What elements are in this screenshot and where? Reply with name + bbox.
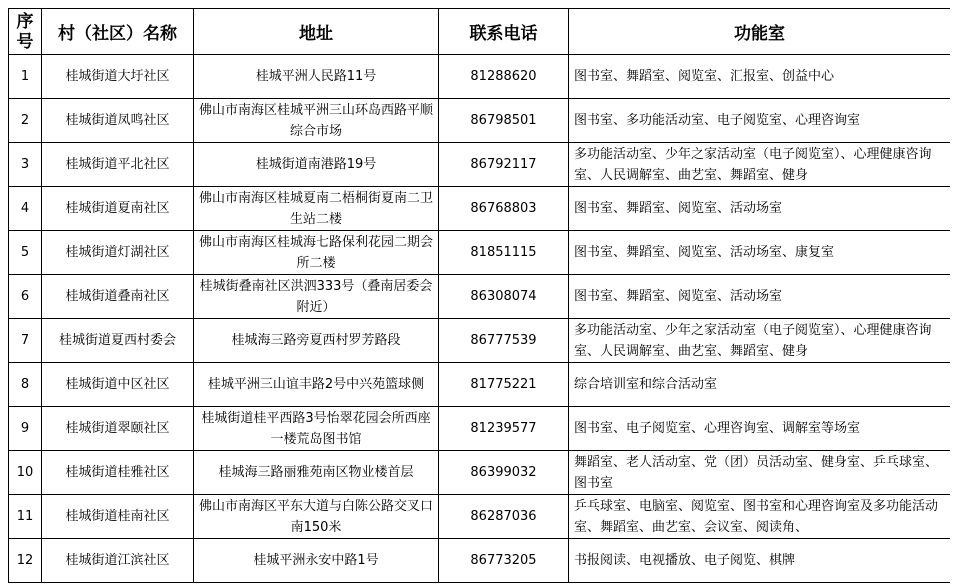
cell-rooms — [569, 451, 951, 495]
cell-rooms — [569, 495, 951, 539]
cell-seq: 11 — [9, 495, 42, 539]
address-text: 桂城街道桂平西路3号怡翠花园会所西座一楼荒岛图书馆 — [201, 410, 431, 447]
cell-seq: 2 — [9, 99, 42, 143]
header-phone: 联系电话 — [439, 9, 569, 55]
address-text: 佛山市南海区平东大道与白陈公路交叉口南150米 — [198, 498, 433, 535]
table-row — [9, 99, 951, 143]
cell-phone: 86773205 — [439, 539, 569, 583]
cell-address — [194, 55, 439, 99]
cell-phone: 86792117 — [439, 143, 569, 187]
cell-name: 桂城街道中区社区 — [42, 363, 194, 407]
cell-phone: 81851115 — [439, 231, 569, 275]
cell-rooms — [569, 143, 951, 187]
table-row — [9, 407, 951, 451]
cell-seq: 9 — [9, 407, 42, 451]
table-row — [9, 143, 951, 187]
cell-seq: 3 — [9, 143, 42, 187]
table-row — [9, 231, 951, 275]
cell-phone: 81288620 — [439, 55, 569, 99]
address-text: 佛山市南海区桂城夏南二梧桐街夏南二卫生站二楼 — [198, 190, 433, 227]
rooms-text: 舞蹈室、老人活动室、党（团）员活动室、健身室、乒乓球室、图书室 — [574, 454, 939, 491]
cell-name: 桂城街道大圩社区 — [42, 55, 194, 99]
cell-address — [194, 99, 439, 143]
rooms-text: 图书室、舞蹈室、阅览室、汇报室、创益中心 — [574, 69, 835, 84]
rooms-text: 乒乓球室、电脑室、阅览室、图书室和心理咨询室及多功能活动室、舞蹈室、曲艺室、会议室、阅读角、 — [574, 498, 939, 535]
table-row — [9, 539, 951, 583]
rooms-text: 图书室、电子阅览室、心理咨询室、调解室等场室 — [574, 421, 861, 436]
cell-name: 桂城街道夏西村委会 — [42, 319, 194, 363]
cell-seq: 8 — [9, 363, 42, 407]
header-name: 村（社区）名称 — [42, 9, 194, 55]
cell-seq: 10 — [9, 451, 42, 495]
community-table — [8, 8, 950, 583]
rooms-text: 图书室、舞蹈室、阅览室、活动场室 — [574, 289, 783, 304]
cell-phone: 86798501 — [439, 99, 569, 143]
address-text: 桂城街道南港路19号 — [255, 157, 377, 172]
header-row — [9, 9, 951, 55]
address-text: 桂城海三路旁夏西村罗芳路段 — [231, 333, 401, 348]
cell-name: 桂城街道叠南社区 — [42, 275, 194, 319]
cell-rooms — [569, 275, 951, 319]
table-row — [9, 319, 951, 363]
cell-name: 桂城街道平北社区 — [42, 143, 194, 187]
table-row — [9, 363, 951, 407]
cell-rooms — [569, 363, 951, 407]
header-address: 地址 — [194, 9, 439, 55]
table-row — [9, 55, 951, 99]
address-text: 桂城平洲三山谊丰路2号中兴苑篮球侧 — [207, 377, 425, 392]
rooms-text: 书报阅读、电视播放、电子阅览、棋牌 — [574, 553, 796, 568]
address-text: 佛山市南海区桂城海七路保利花园二期会所二楼 — [198, 234, 433, 271]
cell-phone: 86399032 — [439, 451, 569, 495]
rooms-text: 图书室、舞蹈室、阅览室、活动场室、康复室 — [574, 245, 835, 260]
cell-seq: 4 — [9, 187, 42, 231]
table-row — [9, 451, 951, 495]
address-text: 桂城平洲人民路11号 — [255, 69, 377, 84]
cell-seq: 1 — [9, 55, 42, 99]
rooms-text: 多功能活动室、少年之家活动室（电子阅览室）、心理健康咨询室、人民调解室、曲艺室、舞蹈室、健身 — [574, 322, 932, 359]
cell-seq: 5 — [9, 231, 42, 275]
address-text: 桂城海三路丽雅苑南区物业楼首层 — [218, 465, 414, 480]
cell-address — [194, 187, 439, 231]
cell-address — [194, 275, 439, 319]
cell-address — [194, 143, 439, 187]
cell-name: 桂城街道江滨社区 — [42, 539, 194, 583]
cell-seq: 12 — [9, 539, 42, 583]
cell-seq: 7 — [9, 319, 42, 363]
cell-address — [194, 539, 439, 583]
table-row — [9, 495, 951, 539]
rooms-text: 图书室、舞蹈室、阅览室、活动场室 — [574, 201, 783, 216]
address-text: 桂城街叠南社区洪泗333号（叠南居委会附近） — [199, 278, 433, 315]
table-row — [9, 187, 951, 231]
cell-rooms — [569, 407, 951, 451]
rooms-text: 图书室、多功能活动室、电子阅览室、心理咨询室 — [574, 113, 861, 128]
cell-phone: 86308074 — [439, 275, 569, 319]
cell-name: 桂城街道灯湖社区 — [42, 231, 194, 275]
cell-name: 桂城街道翠颐社区 — [42, 407, 194, 451]
cell-name: 桂城街道夏南社区 — [42, 187, 194, 231]
cell-rooms — [569, 231, 951, 275]
cell-phone: 81775221 — [439, 363, 569, 407]
community-table-wrapper — [8, 8, 950, 585]
cell-rooms — [569, 319, 951, 363]
cell-rooms — [569, 187, 951, 231]
cell-address — [194, 451, 439, 495]
cell-name: 桂城街道桂南社区 — [42, 495, 194, 539]
cell-phone: 86777539 — [439, 319, 569, 363]
address-text: 佛山市南海区桂城平洲三山环岛西路平顺综合市场 — [198, 102, 433, 139]
cell-rooms — [569, 99, 951, 143]
rooms-text: 综合培训室和综合活动室 — [574, 377, 718, 392]
header-seq: 序号 — [9, 9, 42, 55]
cell-name: 桂城街道桂雅社区 — [42, 451, 194, 495]
cell-address — [194, 319, 439, 363]
cell-phone: 81239577 — [439, 407, 569, 451]
cell-address — [194, 407, 439, 451]
rooms-text: 多功能活动室、少年之家活动室（电子阅览室）、心理健康咨询室、人民调解室、曲艺室、舞蹈室、健身 — [574, 146, 932, 183]
cell-seq: 6 — [9, 275, 42, 319]
address-text: 桂城平洲永安中路1号 — [253, 553, 379, 568]
cell-address — [194, 363, 439, 407]
cell-phone: 86768803 — [439, 187, 569, 231]
cell-rooms — [569, 55, 951, 99]
table-row — [9, 275, 951, 319]
cell-rooms — [569, 539, 951, 583]
cell-address — [194, 231, 439, 275]
cell-phone: 86287036 — [439, 495, 569, 539]
cell-name: 桂城街道凤鸣社区 — [42, 99, 194, 143]
header-rooms: 功能室 — [569, 9, 951, 55]
cell-address — [194, 495, 439, 539]
